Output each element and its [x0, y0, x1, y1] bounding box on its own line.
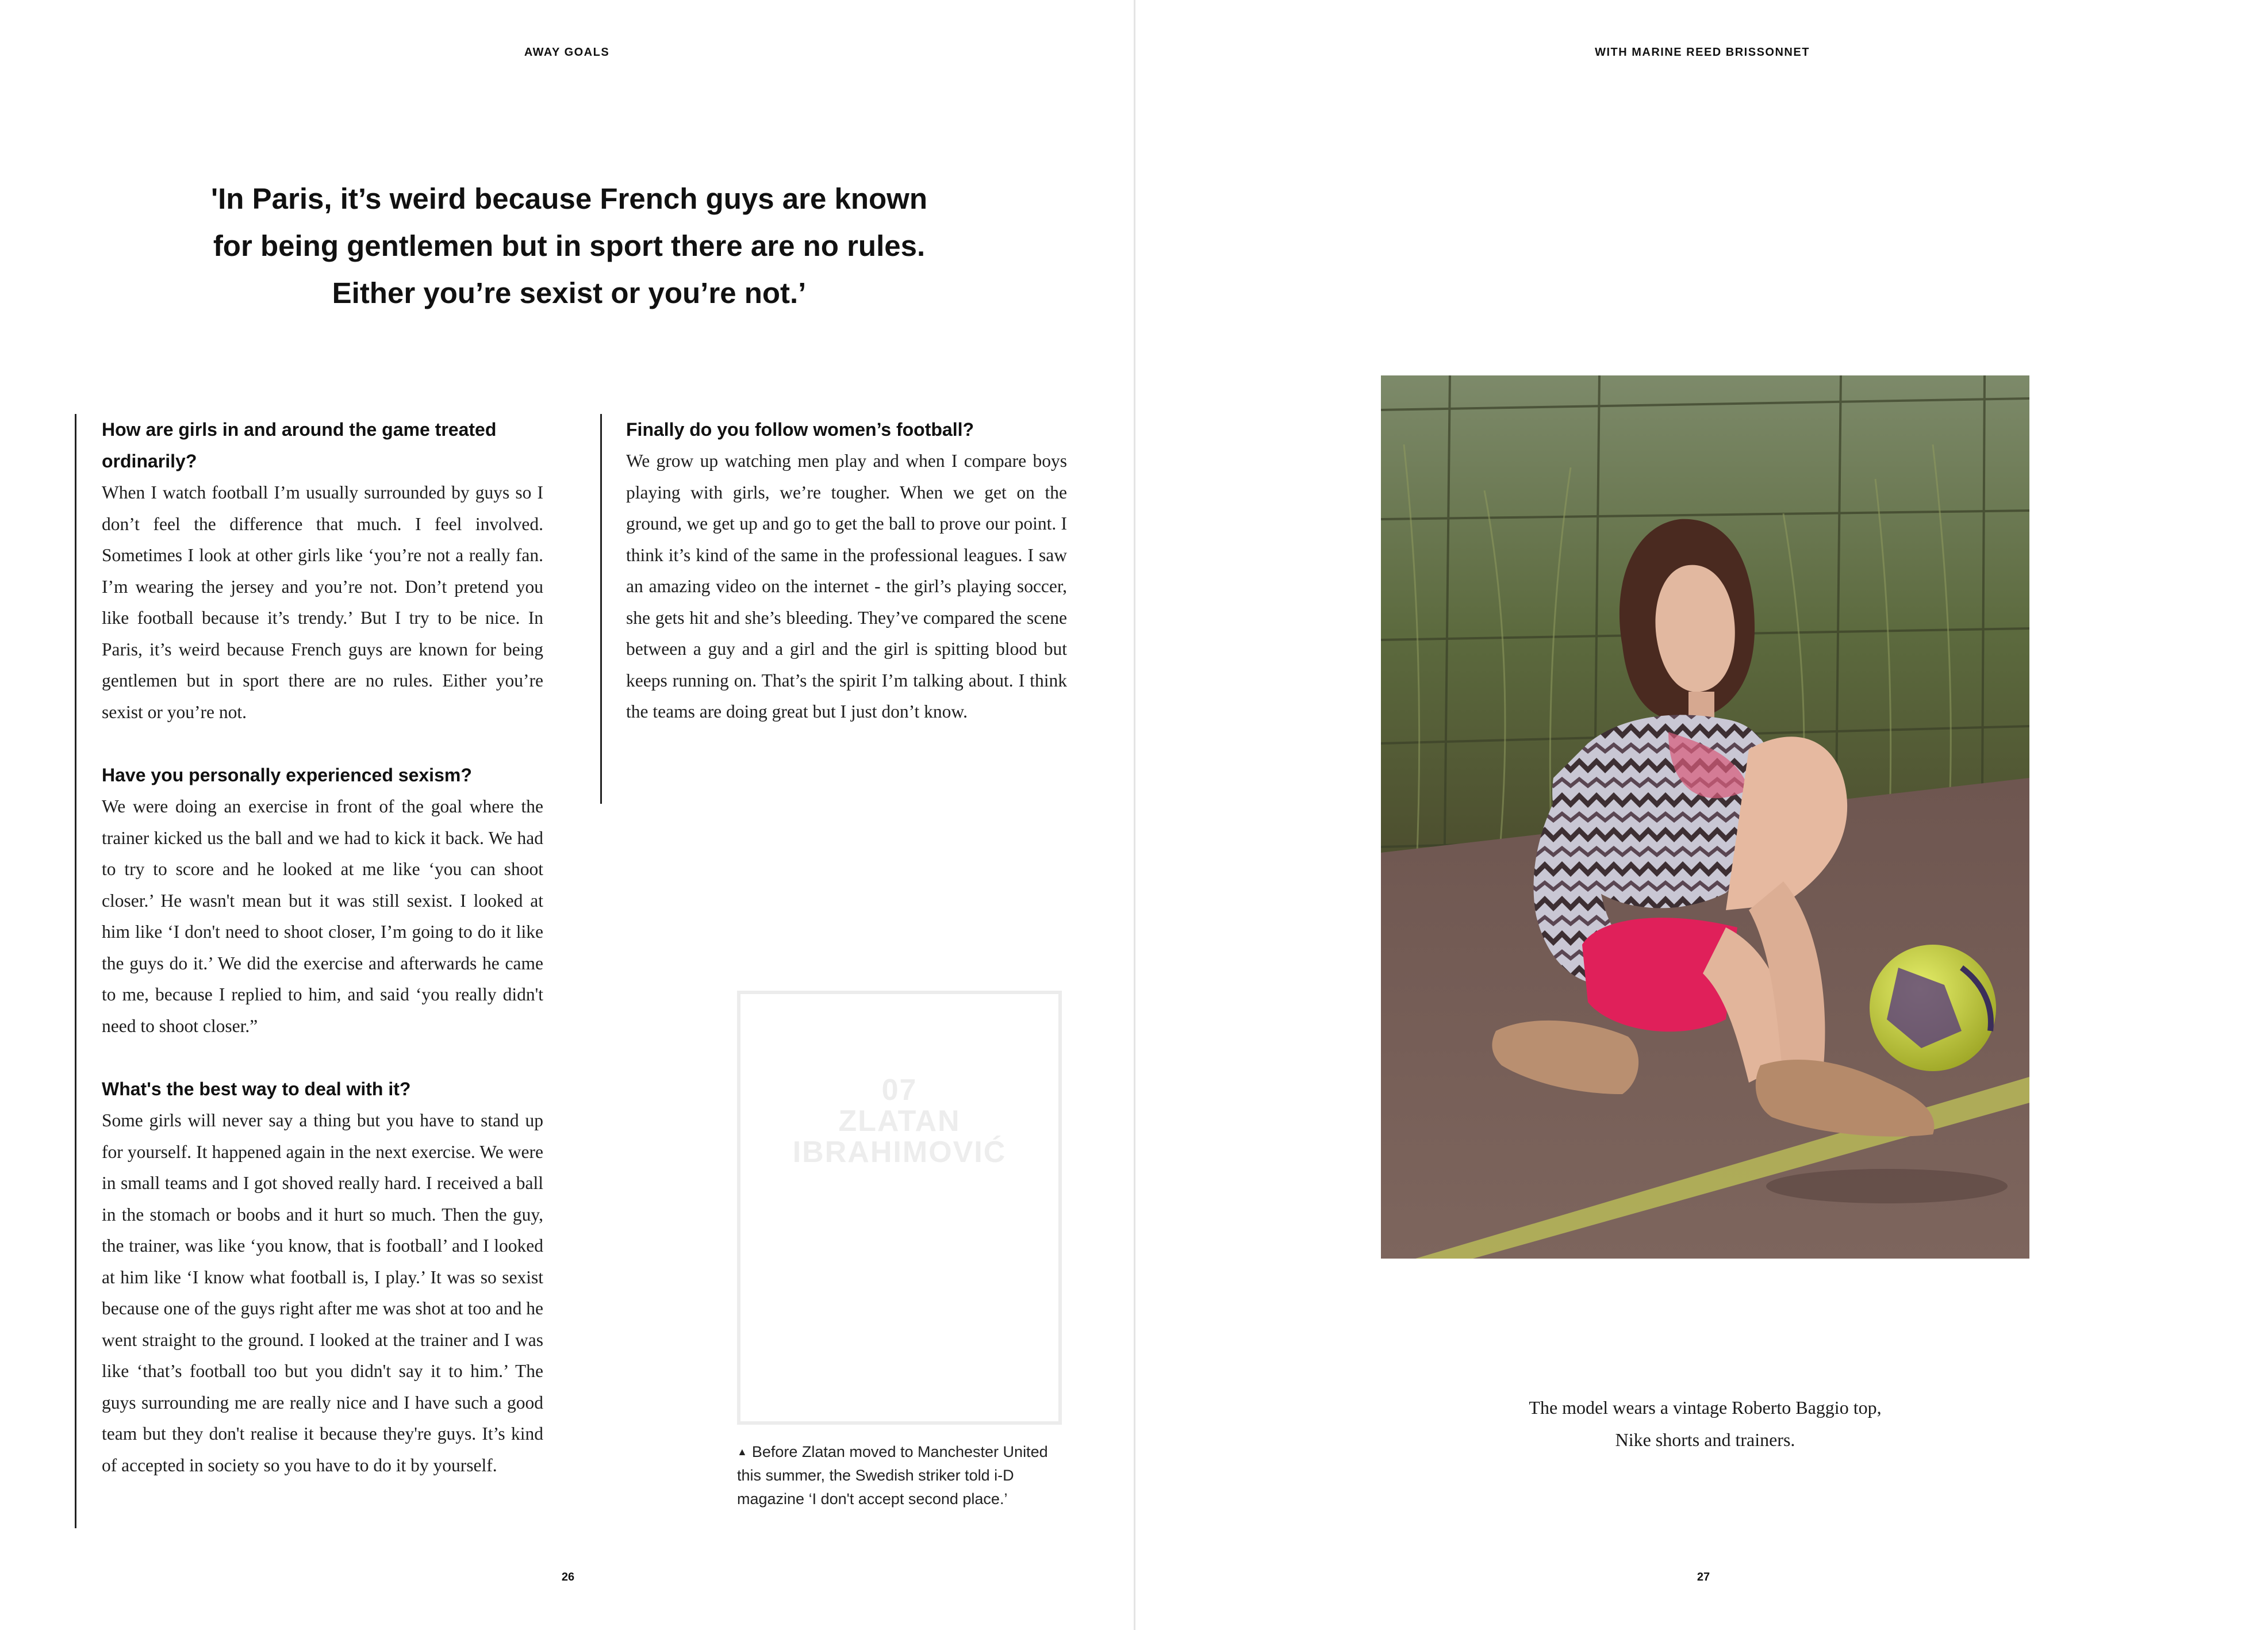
interview-question: How are girls in and around the game treated ordinarily? [102, 419, 497, 471]
interview-column-1 [75, 414, 543, 1528]
interview-answer: We were doing an exercise in front of the goal where the trainer kicked us the ball and we had to kick it back. We had to try to score and he looked at me like ‘you can shoot closer.’ He wasn't mean but it was still sexist. I looked at him like ‘I don't need to shoot closer, I’m going to do it like the guys do it.’ We did the exercise and afterwards he came to me, because I replied to him, and said ‘you really didn't need to shoot closer.” [102, 796, 543, 1036]
figure-caption-text: Before Zlatan moved to Manchester United this summer, the Swedish striker told i-D magazine ‘I don't accept second place.’ [737, 1443, 1048, 1508]
pull-quote-line: Either you’re sexist or you’re not.’ [332, 277, 807, 309]
placeholder-name-line: IBRAHIMOVIĆ [792, 1136, 1007, 1169]
pull-quote [190, 175, 949, 317]
interview-question: Finally do you follow women’s football? [626, 419, 974, 440]
photo-caption-line: Nike shorts and trainers. [1615, 1429, 1795, 1450]
image-placeholder-box [737, 991, 1062, 1425]
pull-quote-line: 'In Paris, it’s weird because French guys are known [211, 182, 927, 215]
interview-column-2 [600, 414, 1067, 804]
interview-answer: When I watch football I’m usually surrounded by guys so I don’t feel the difference that much. I feel involved. Sometimes I look at other girls like ‘you’re not a really fan. I’m wearing the jersey and you’re not. Don’t pretend you like football because it’s trendy.’ But I try to be nice. In Paris, it’s weird because French guys are known for being gentlemen but in sport there are no rules. Either you’re sexist or you’re not. [102, 482, 543, 722]
interview-answer: Some girls will never say a thing but you have to stand up for yourself. It happened again in the next exercise. We were in small teams and I got shoved really hard. I received a ball in the stomach or boobs and it hurt so much. Then the guy, the trainer, was like ‘you know, that is football’ and I looked at him like ‘I know what football is, I play.’ It was so sexist because one of the guys right after me was shot at too and he went straight to the ground. I looked at the trainer and I was like ‘that’s football too but you didn't say it to him.’ The guys surrounding me are really nice and I have such a good team but they don't realise it because they're guys. It’s kind of accepted in society so you have to do it by yourself. [102, 1110, 543, 1475]
interview-question: What's the best way to deal with it? [102, 1079, 411, 1099]
pull-quote-line: for being gentlemen but in sport there are no rules. [213, 229, 926, 262]
interview-answer: We grow up watching men play and when I compare boys playing with girls, we’re tougher. When we get on the ground, we get up and go to get the ball to prove our point. I think it’s kind of the same in the professional leagues. I saw an amazing video on the internet - the girl’s playing soccer, she gets hit and she’s bleeding. They’ve compared the scene between a guy and a girl and the girl is spitting blood but keeps running on. That’s the spirit I’m talking about. I think the teams are doing great but I just don’t know. [626, 451, 1067, 722]
qa-block [102, 760, 543, 1042]
page-number-left: 26 [561, 1571, 575, 1583]
photo-caption [1418, 1391, 1993, 1456]
photo-caption-line: The model wears a vintage Roberto Baggio top, [1529, 1397, 1882, 1418]
interview-question: Have you personally experienced sexism? [102, 765, 472, 785]
triangle-up-icon: ▲ [737, 1446, 747, 1458]
running-head-left: AWAY GOALS [524, 46, 610, 59]
fashion-photo [1381, 375, 2029, 1259]
qa-block [626, 414, 1067, 728]
placeholder-name-line: ZLATAN [838, 1104, 961, 1138]
figure-caption [737, 1440, 1065, 1511]
qa-block [102, 1073, 543, 1481]
photo-illustration [1381, 375, 2029, 1259]
shadow [1766, 1169, 2008, 1203]
placeholder-number: 07 [881, 1073, 918, 1107]
page-number-right: 27 [1697, 1571, 1710, 1583]
running-head-right: WITH MARINE REED BRISSONNET [1595, 46, 1810, 59]
qa-block [102, 414, 543, 728]
